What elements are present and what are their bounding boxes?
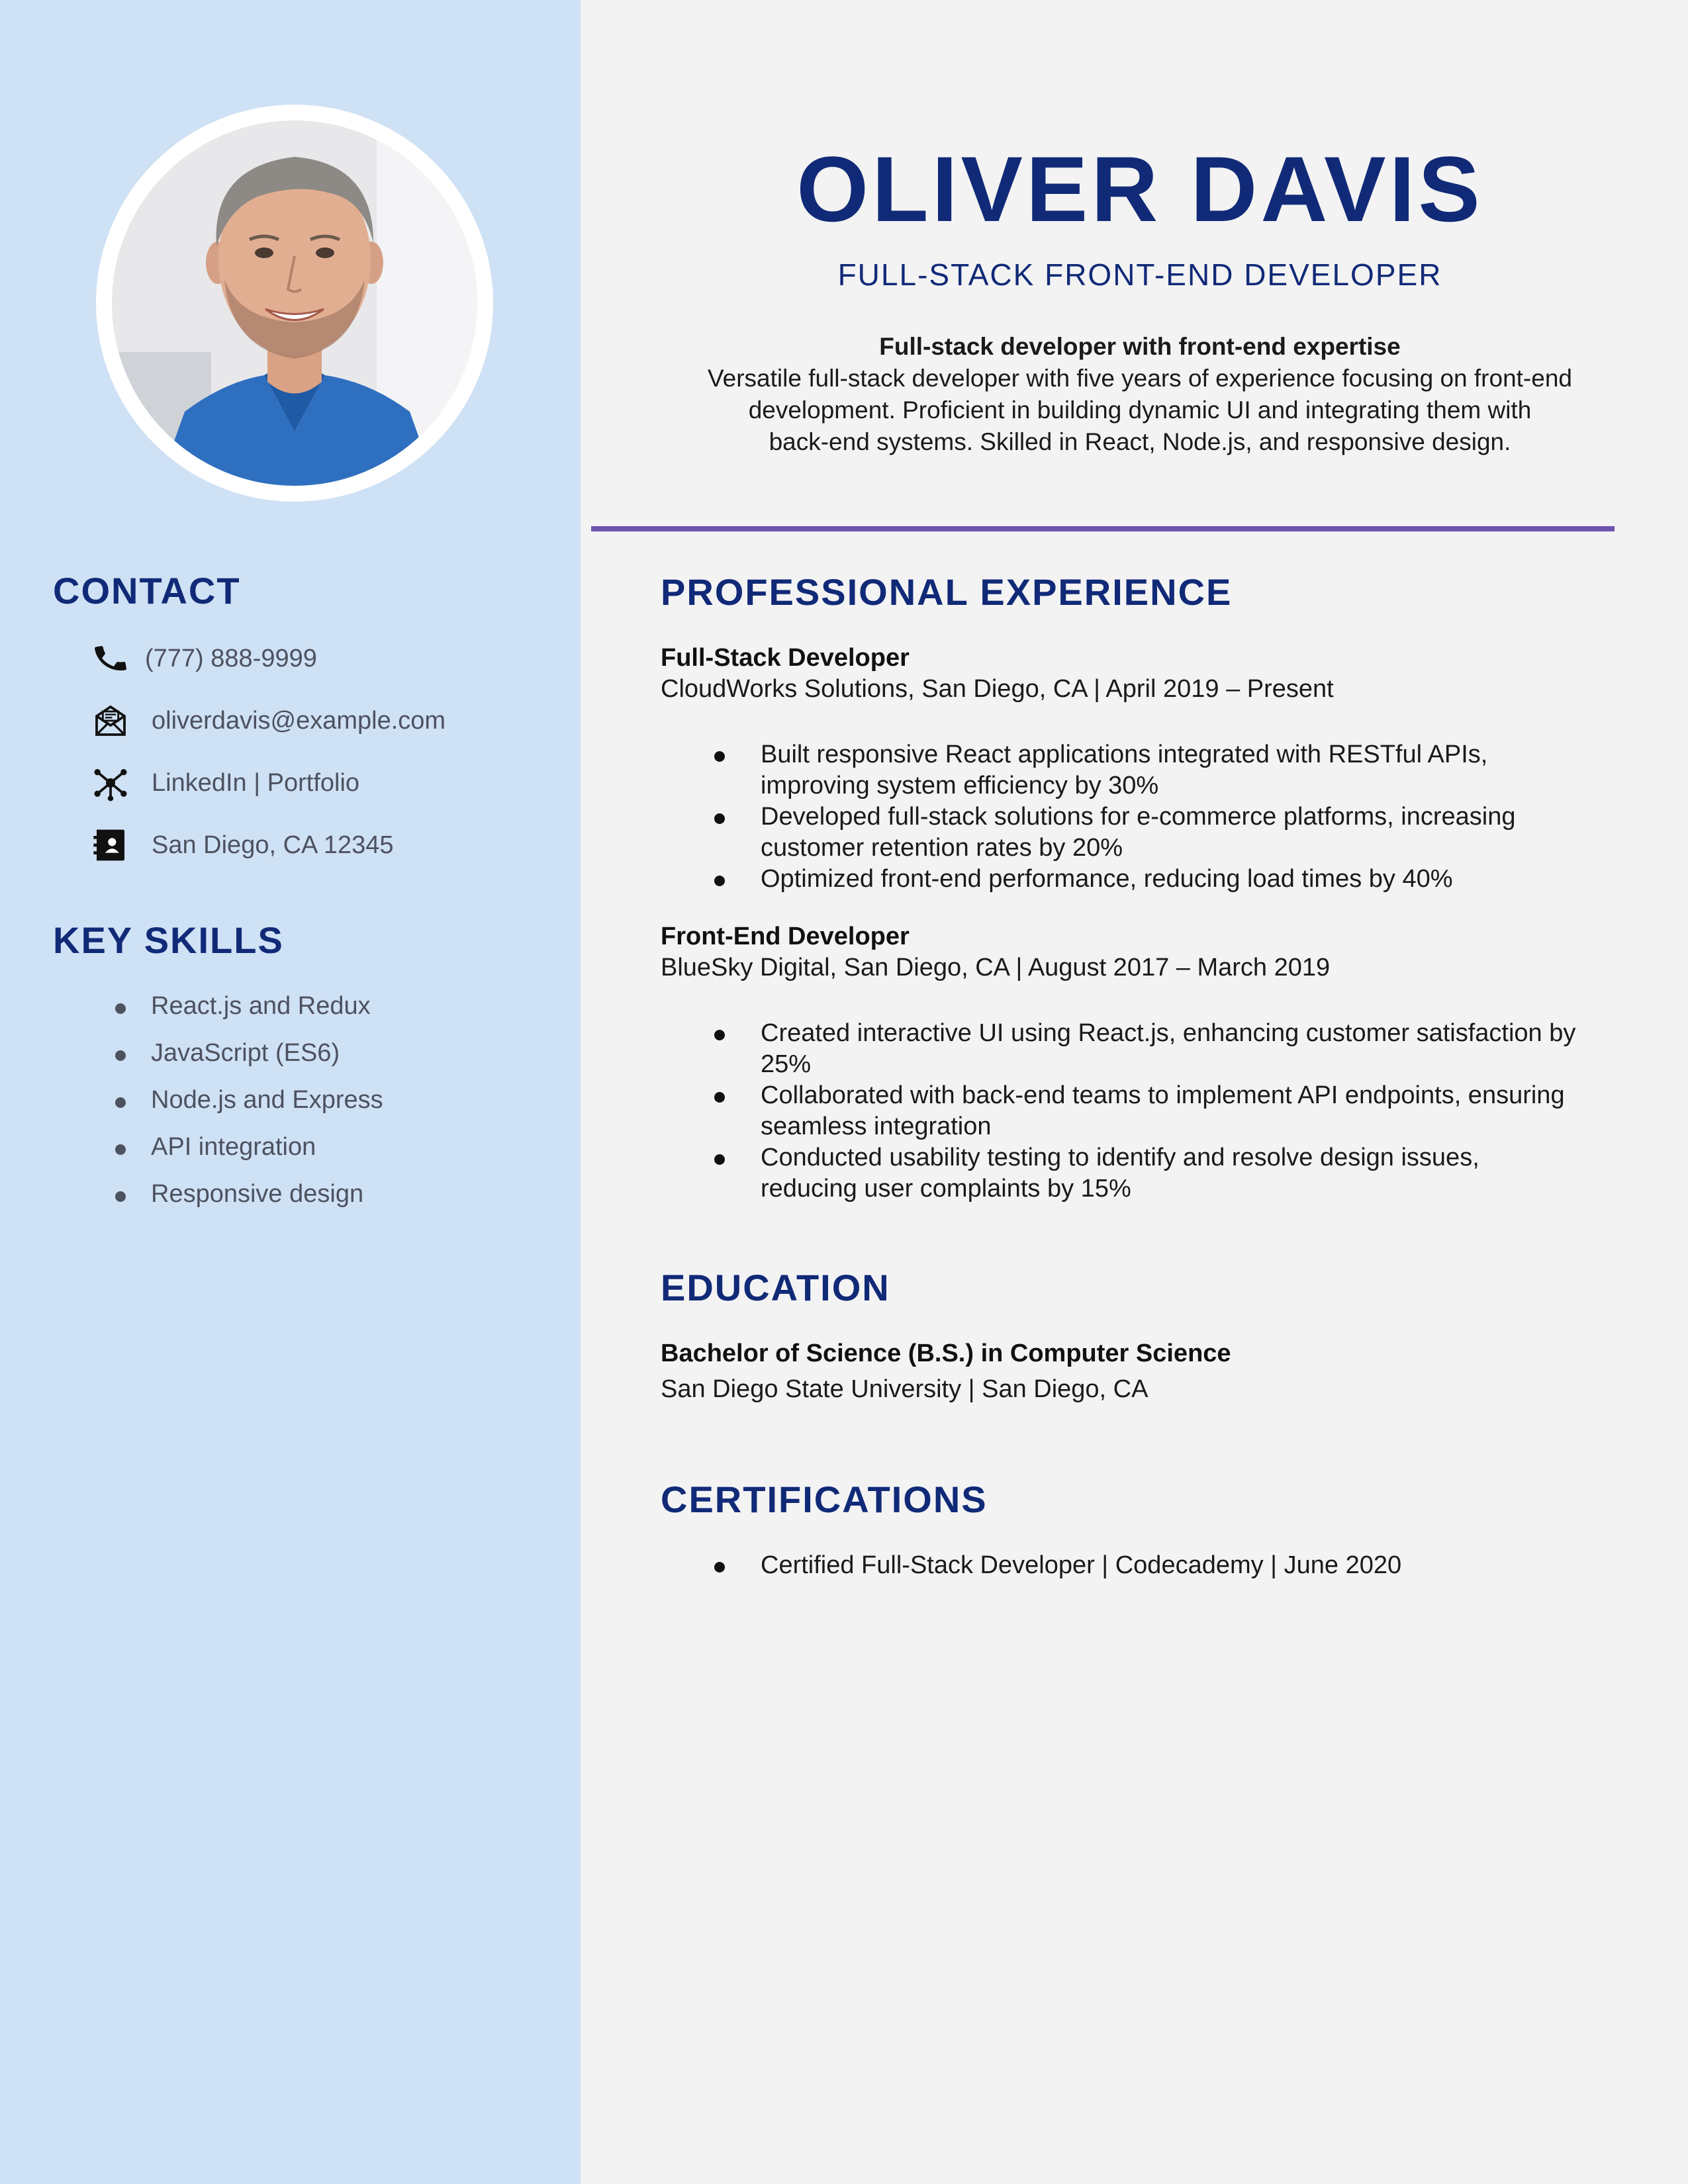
skill-item: API integration — [113, 1124, 383, 1171]
candidate-name: OLIVER DAVIS — [796, 137, 1483, 241]
summary-line: back-end systems. Skilled in React, Node.js, and responsive design. — [769, 428, 1511, 455]
skills-list — [113, 983, 383, 1218]
school: San Diego State University | San Diego, CA — [661, 1375, 1149, 1403]
profile-photo — [112, 120, 477, 486]
education-heading: EDUCATION — [661, 1267, 890, 1308]
job-2-title: Front-End Developer — [661, 923, 910, 950]
contact-card-icon — [89, 824, 132, 866]
linkedin-portfolio-text[interactable]: LinkedIn | Portfolio — [152, 768, 360, 797]
certification-item: Certified Full-Stack Developer | Codecademy | June 2020 — [761, 1550, 1581, 1581]
portrait-illustration — [112, 120, 477, 486]
email-text[interactable]: oliverdavis@example.com — [152, 706, 446, 735]
contact-email — [89, 698, 445, 744]
job-1-meta: CloudWorks Solutions, San Diego, CA | April 2019 – Present — [661, 675, 1334, 703]
sidebar — [0, 0, 581, 2184]
job-1-title: Full-Stack Developer — [661, 644, 910, 672]
job-headline: FULL-STACK FRONT-END DEVELOPER — [837, 257, 1442, 292]
job-1-bullets — [761, 739, 1581, 895]
section-divider — [591, 526, 1615, 531]
certifications-heading: CERTIFICATIONS — [661, 1479, 988, 1520]
contact-address — [89, 822, 394, 868]
address-text: San Diego, CA 12345 — [152, 831, 394, 859]
bullet-item: Optimized front-end performance, reducing load times by 40% — [761, 864, 1581, 895]
contact-links — [89, 760, 359, 806]
contact-heading: CONTACT — [53, 570, 241, 612]
summary-line: development. Proficient in building dynamic UI and integrating them with — [748, 396, 1532, 424]
network-icon — [89, 762, 132, 804]
bullet-item: Conducted usability testing to identify and resolve design issues, reducing user complaints by 15% — [761, 1142, 1581, 1205]
phone-text[interactable]: (777) 888-9999 — [145, 644, 317, 672]
summary-lead: Full-stack developer with front-end expertise — [879, 333, 1401, 360]
main-content — [581, 0, 1688, 2184]
bullet-item: Developed full-stack solutions for e-commerce platforms, increasing customer retention rates by 20% — [761, 801, 1581, 864]
skill-item: Node.js and Express — [113, 1077, 383, 1124]
summary-line: Versatile full-stack developer with five years of experience focusing on front-end — [708, 365, 1572, 392]
mail-icon — [89, 700, 132, 742]
phone-icon — [89, 637, 132, 680]
experience-heading: PROFESSIONAL EXPERIENCE — [661, 571, 1233, 613]
profile-photo-frame — [96, 105, 493, 502]
degree: Bachelor of Science (B.S.) in Computer Science — [661, 1340, 1231, 1367]
skill-item: JavaScript (ES6) — [113, 1030, 383, 1077]
bullet-item: Built responsive React applications integrated with RESTful APIs, improving system efficiency by 30% — [761, 739, 1581, 801]
job-2-bullets — [761, 1018, 1581, 1205]
bullet-item: Created interactive UI using React.js, enhancing customer satisfaction by 25% — [761, 1018, 1581, 1080]
job-2-meta: BlueSky Digital, San Diego, CA | August 2017 – March 2019 — [661, 954, 1331, 981]
bullet-item: Collaborated with back-end teams to implement API endpoints, ensuring seamless integration — [761, 1080, 1581, 1142]
certifications-list — [761, 1550, 1581, 1581]
summary — [627, 331, 1653, 458]
contact-phone — [89, 635, 317, 682]
skill-item: Responsive design — [113, 1171, 383, 1218]
skill-item: React.js and Redux — [113, 983, 383, 1030]
key-skills-heading: KEY SKILLS — [53, 919, 284, 961]
